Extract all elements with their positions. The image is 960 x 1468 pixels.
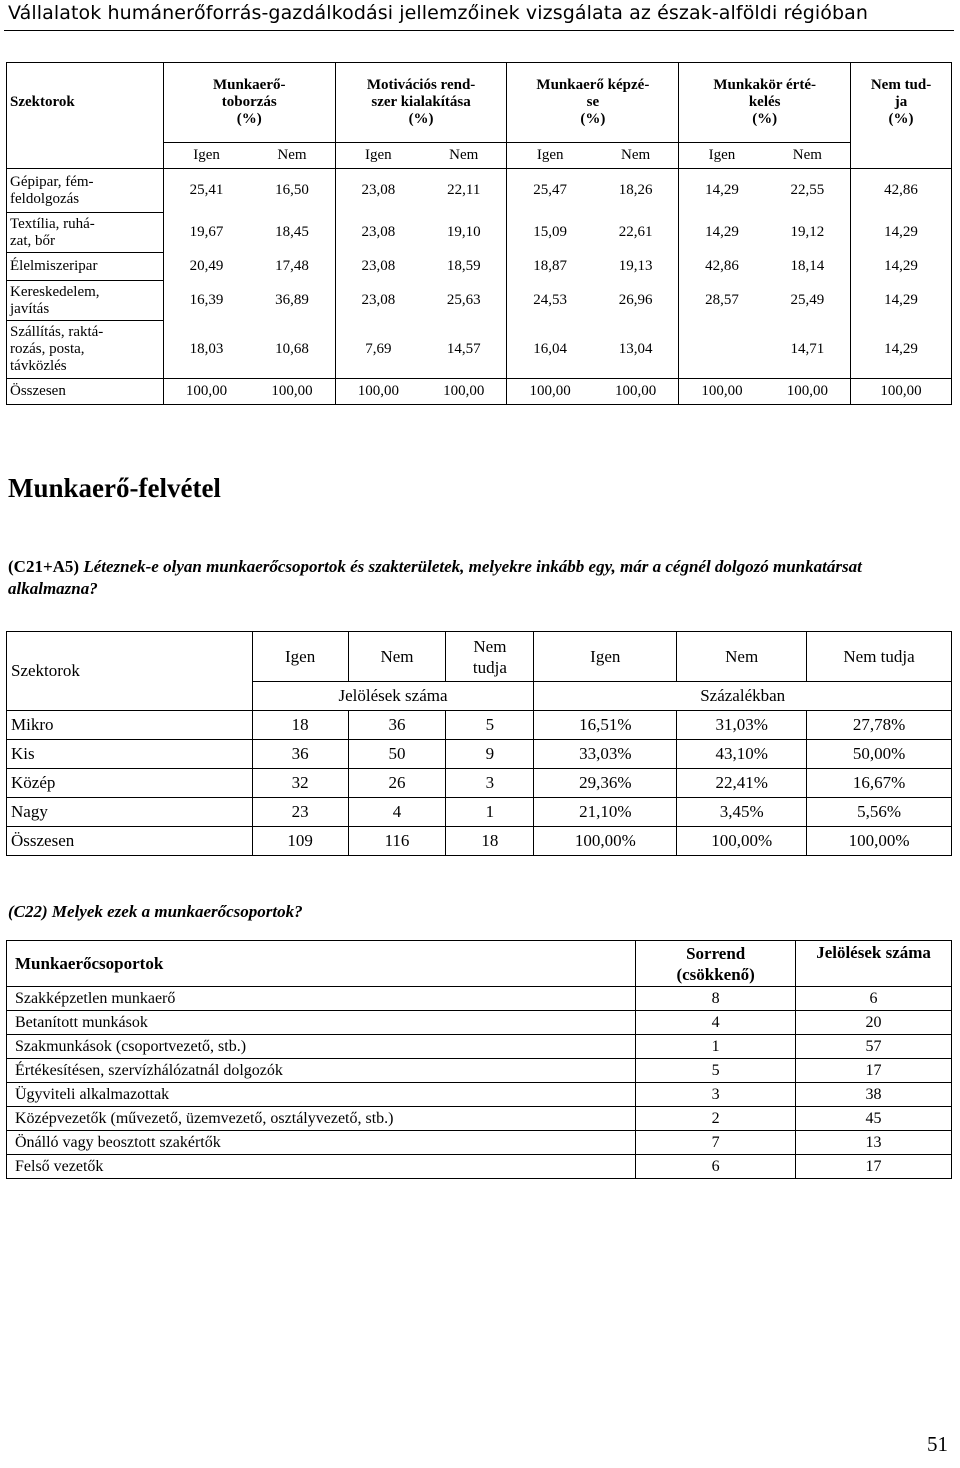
sub-header-nem: Nem [249,143,335,169]
value-cell: 36 [348,711,446,740]
group-name: Betanított munkások [7,1011,636,1035]
group-name: Szakmunkások (csoportvezető, stb.) [7,1035,636,1059]
value-cell: 28,57 [679,281,765,321]
value-cell: 25,41 [163,169,249,213]
group-header-line: (%) [236,111,262,127]
value-cell: 27,78% [807,711,952,740]
sector-hr-table [6,62,952,405]
value-cell: 33,03% [534,740,677,769]
value-cell: 16,39 [163,281,249,321]
rank-header [636,941,796,987]
value-cell: 25,49 [765,281,851,321]
value-cell: 100,00 [249,379,335,405]
value-cell: 100,00 [765,379,851,405]
value-cell: 100,00% [534,827,677,856]
value-cell: 31,03% [677,711,807,740]
group-header [335,63,507,143]
group-header-line: (%) [580,111,606,127]
value-cell: 25,63 [421,281,507,321]
value-cell: 22,55 [765,169,851,213]
sector-line: feldolgozás [10,190,80,207]
sector-line: Élelmiszeripar [10,258,98,274]
group-header: Munkaerőcsoportok [7,941,636,987]
sub-header-igen: Igen [335,143,421,169]
sub-header-nem: Nem [421,143,507,169]
count-cell: 57 [796,1035,952,1059]
sector-name [7,253,164,281]
value-cell: 13,04 [593,321,679,379]
table-row [7,1107,952,1131]
count-cell: 17 [796,1059,952,1083]
sector-name: Kis [7,740,253,769]
header-line: Sorrend [686,943,746,963]
group-header-line: ja [894,94,908,111]
value-cell: 19,67 [163,213,249,253]
table-row [7,769,952,798]
table-row [7,987,952,1011]
value-cell: 10,68 [249,321,335,379]
pct-nemtudja-header: Nem tudja [807,632,952,682]
value-cell: 14,29 [679,213,765,253]
count-cell: 6 [796,987,952,1011]
value-cell: 14,29 [851,321,952,379]
group-header [851,63,952,143]
value-cell: 23,08 [335,281,421,321]
group-header [163,63,335,143]
sector-name: Mikro [7,711,253,740]
sector-name [7,321,164,379]
table-row [7,1035,952,1059]
value-cell: 15,09 [507,213,593,253]
value-cell: 100,00% [807,827,952,856]
table-row [7,1131,952,1155]
count-cell: 45 [796,1107,952,1131]
table-row [7,1155,952,1179]
table-row [7,1083,952,1107]
sector-line: Szállítás, raktá- [10,324,104,340]
value-cell: 29,36% [534,769,677,798]
sector-name [7,379,164,405]
value-cell: 18,03 [163,321,249,379]
value-cell [679,321,765,379]
group-header-line: se [586,94,600,110]
value-cell: 32 [252,769,348,798]
value-cell: 100,00% [677,827,807,856]
value-cell: 4 [348,798,446,827]
value-cell: 7,69 [335,321,421,379]
value-cell: 22,11 [421,169,507,213]
table-row [7,711,952,740]
group-name: Szakképzetlen munkaerő [7,987,636,1011]
sector-line: Összesen [10,383,66,399]
count-cell: 38 [796,1083,952,1107]
sector-name: Összesen [7,827,253,856]
group-header [507,63,679,143]
value-cell: 116 [348,827,446,856]
count-cell: 17 [796,1155,952,1179]
group-header-line: toborzás [221,94,277,110]
value-cell: 43,10% [677,740,807,769]
value-cell: 42,86 [851,169,952,213]
value-cell: 22,61 [593,213,679,253]
table-row [7,379,952,405]
group-header [679,63,851,143]
value-cell: 14,71 [765,321,851,379]
value-cell: 100,00 [335,379,421,405]
sector-name [7,281,164,321]
value-cell: 17,48 [249,253,335,281]
rank-cell: 4 [636,1011,796,1035]
sector-name [7,169,164,213]
value-cell: 18,14 [765,253,851,281]
sub-header-igen: Igen [163,143,249,169]
group-name: Értékesítésen, szervízhálózatnál dolgozók [7,1059,636,1083]
rank-cell: 2 [636,1107,796,1131]
empty-cell [851,143,952,169]
value-cell: 100,00 [851,379,952,405]
group-header-line: Munkakör érté- [713,77,816,93]
value-cell: 26,96 [593,281,679,321]
sub-header-igen: Igen [507,143,593,169]
value-cell: 3 [446,769,534,798]
header-line: (csökkenő) [676,964,755,984]
value-cell: 16,51% [534,711,677,740]
question-c22: (C22) Melyek ezek a munkaerőcsoportok? [8,902,303,921]
table-row [7,798,952,827]
value-cell: 20,49 [163,253,249,281]
sector-name [7,213,164,253]
count-cell: 20 [796,1011,952,1035]
sector-line: Gépipar, fém- [10,173,94,190]
value-cell: 18 [252,711,348,740]
question-code: (C21+A5) [8,557,80,576]
value-cell: 18 [446,827,534,856]
table-row [7,740,952,769]
value-cell: 36 [252,740,348,769]
running-head: Vállalatok humánerőforrás-gazdálkodási jellemzőinek vizsgálata az észak-alföldi régióban [8,2,869,24]
table-row [7,281,952,321]
rank-cell: 1 [636,1035,796,1059]
value-cell: 50 [348,740,446,769]
sector-line: rozás, posta, [10,341,85,357]
group-header-line: Nem tud- [870,77,932,94]
group-name: Középvezetők (művezető, üzemvezető, osztályvezető, stb.) [7,1107,636,1131]
value-cell: 25,47 [507,169,593,213]
sector-line: Kereskedelem, [10,283,100,300]
value-cell: 50,00% [807,740,952,769]
group-name: Felső vezetők [7,1155,636,1179]
table-row [7,169,952,213]
rank-cell: 8 [636,987,796,1011]
group-header-line: Munkaerő- [213,77,286,93]
sector-name: Nagy [7,798,253,827]
value-cell: 23,08 [335,169,421,213]
value-cell: 14,29 [851,253,952,281]
table-row [7,1011,952,1035]
group-ranking-table [6,940,952,1179]
value-cell: 18,59 [421,253,507,281]
pct-group-header: Százalékban [534,682,952,711]
value-cell: 36,89 [249,281,335,321]
value-cell: 26 [348,769,446,798]
group-header-line: kelés [748,94,781,110]
value-cell: 19,13 [593,253,679,281]
value-cell: 14,29 [851,213,952,253]
value-cell: 100,00 [679,379,765,405]
value-cell: 3,45% [677,798,807,827]
value-cell: 24,53 [507,281,593,321]
value-cell: 19,10 [421,213,507,253]
value-cell: 14,29 [851,281,952,321]
header-line: Nem [473,636,507,656]
value-cell: 100,00 [163,379,249,405]
sector-line: Textília, ruhá- [10,215,95,232]
sector-header: Szektorok [7,63,164,143]
value-cell: 14,29 [679,169,765,213]
count-nemtudja-header [446,632,534,682]
group-header-line: szer kialakítása [371,94,471,110]
rank-cell: 3 [636,1083,796,1107]
pct-nem-header: Nem [677,632,807,682]
value-cell: 18,45 [249,213,335,253]
header-line: tudja [472,657,507,677]
value-cell: 23,08 [335,213,421,253]
group-header-line: Munkaerő képzé- [536,77,650,93]
value-cell: 16,04 [507,321,593,379]
value-cell: 18,87 [507,253,593,281]
count-group-header: Jelölések száma [252,682,534,711]
rank-cell: 6 [636,1155,796,1179]
count-igen-header: Igen [252,632,348,682]
value-cell: 109 [252,827,348,856]
group-name: Önálló vagy beosztott szakértők [7,1131,636,1155]
value-cell: 42,86 [679,253,765,281]
value-cell: 5,56% [807,798,952,827]
table-row [7,1059,952,1083]
question-text: Léteznek-e olyan munkaerőcsoportok és szakterületek, melyekre inkább egy, már a cégnél dolgozó munkatársat alkalmazna? [8,557,862,598]
pct-igen-header: Igen [534,632,677,682]
table-row [7,321,952,379]
group-header-line: (%) [888,111,914,128]
value-cell: 23 [252,798,348,827]
value-cell: 19,12 [765,213,851,253]
value-cell: 100,00 [507,379,593,405]
question-c21 [8,556,938,600]
value-cell: 9 [446,740,534,769]
sector-answer-table [6,631,952,856]
value-cell: 100,00 [421,379,507,405]
value-cell: 16,67% [807,769,952,798]
section-title: Munkaerő-felvétel [8,473,221,503]
group-name: Ügyviteli alkalmazottak [7,1083,636,1107]
sector-line: zat, bőr [10,232,55,249]
table-row [7,253,952,281]
value-cell: 22,41% [677,769,807,798]
header-rule [4,30,954,31]
group-header-line: (%) [408,111,434,127]
group-header-line: Motivációs rend- [366,77,476,93]
page-number: 51 [927,1432,948,1456]
value-cell: 100,00 [593,379,679,405]
sector-line: távközlés [10,358,67,374]
sector-line: javítás [10,300,50,317]
count-header: Jelölések száma [796,941,952,987]
value-cell: 21,10% [534,798,677,827]
value-cell: 1 [446,798,534,827]
sub-header-igen: Igen [679,143,765,169]
rank-cell: 5 [636,1059,796,1083]
sector-header: Szektorok [7,632,253,711]
rank-cell: 7 [636,1131,796,1155]
empty-cell [7,143,164,169]
value-cell: 14,57 [421,321,507,379]
value-cell: 5 [446,711,534,740]
sub-header-nem: Nem [765,143,851,169]
table-row [7,213,952,253]
value-cell: 23,08 [335,253,421,281]
sector-name: Közép [7,769,253,798]
table-row [7,827,952,856]
group-header-line: (%) [752,111,778,127]
sub-header-nem: Nem [593,143,679,169]
count-nem-header: Nem [348,632,446,682]
value-cell: 18,26 [593,169,679,213]
value-cell: 16,50 [249,169,335,213]
count-cell: 13 [796,1131,952,1155]
